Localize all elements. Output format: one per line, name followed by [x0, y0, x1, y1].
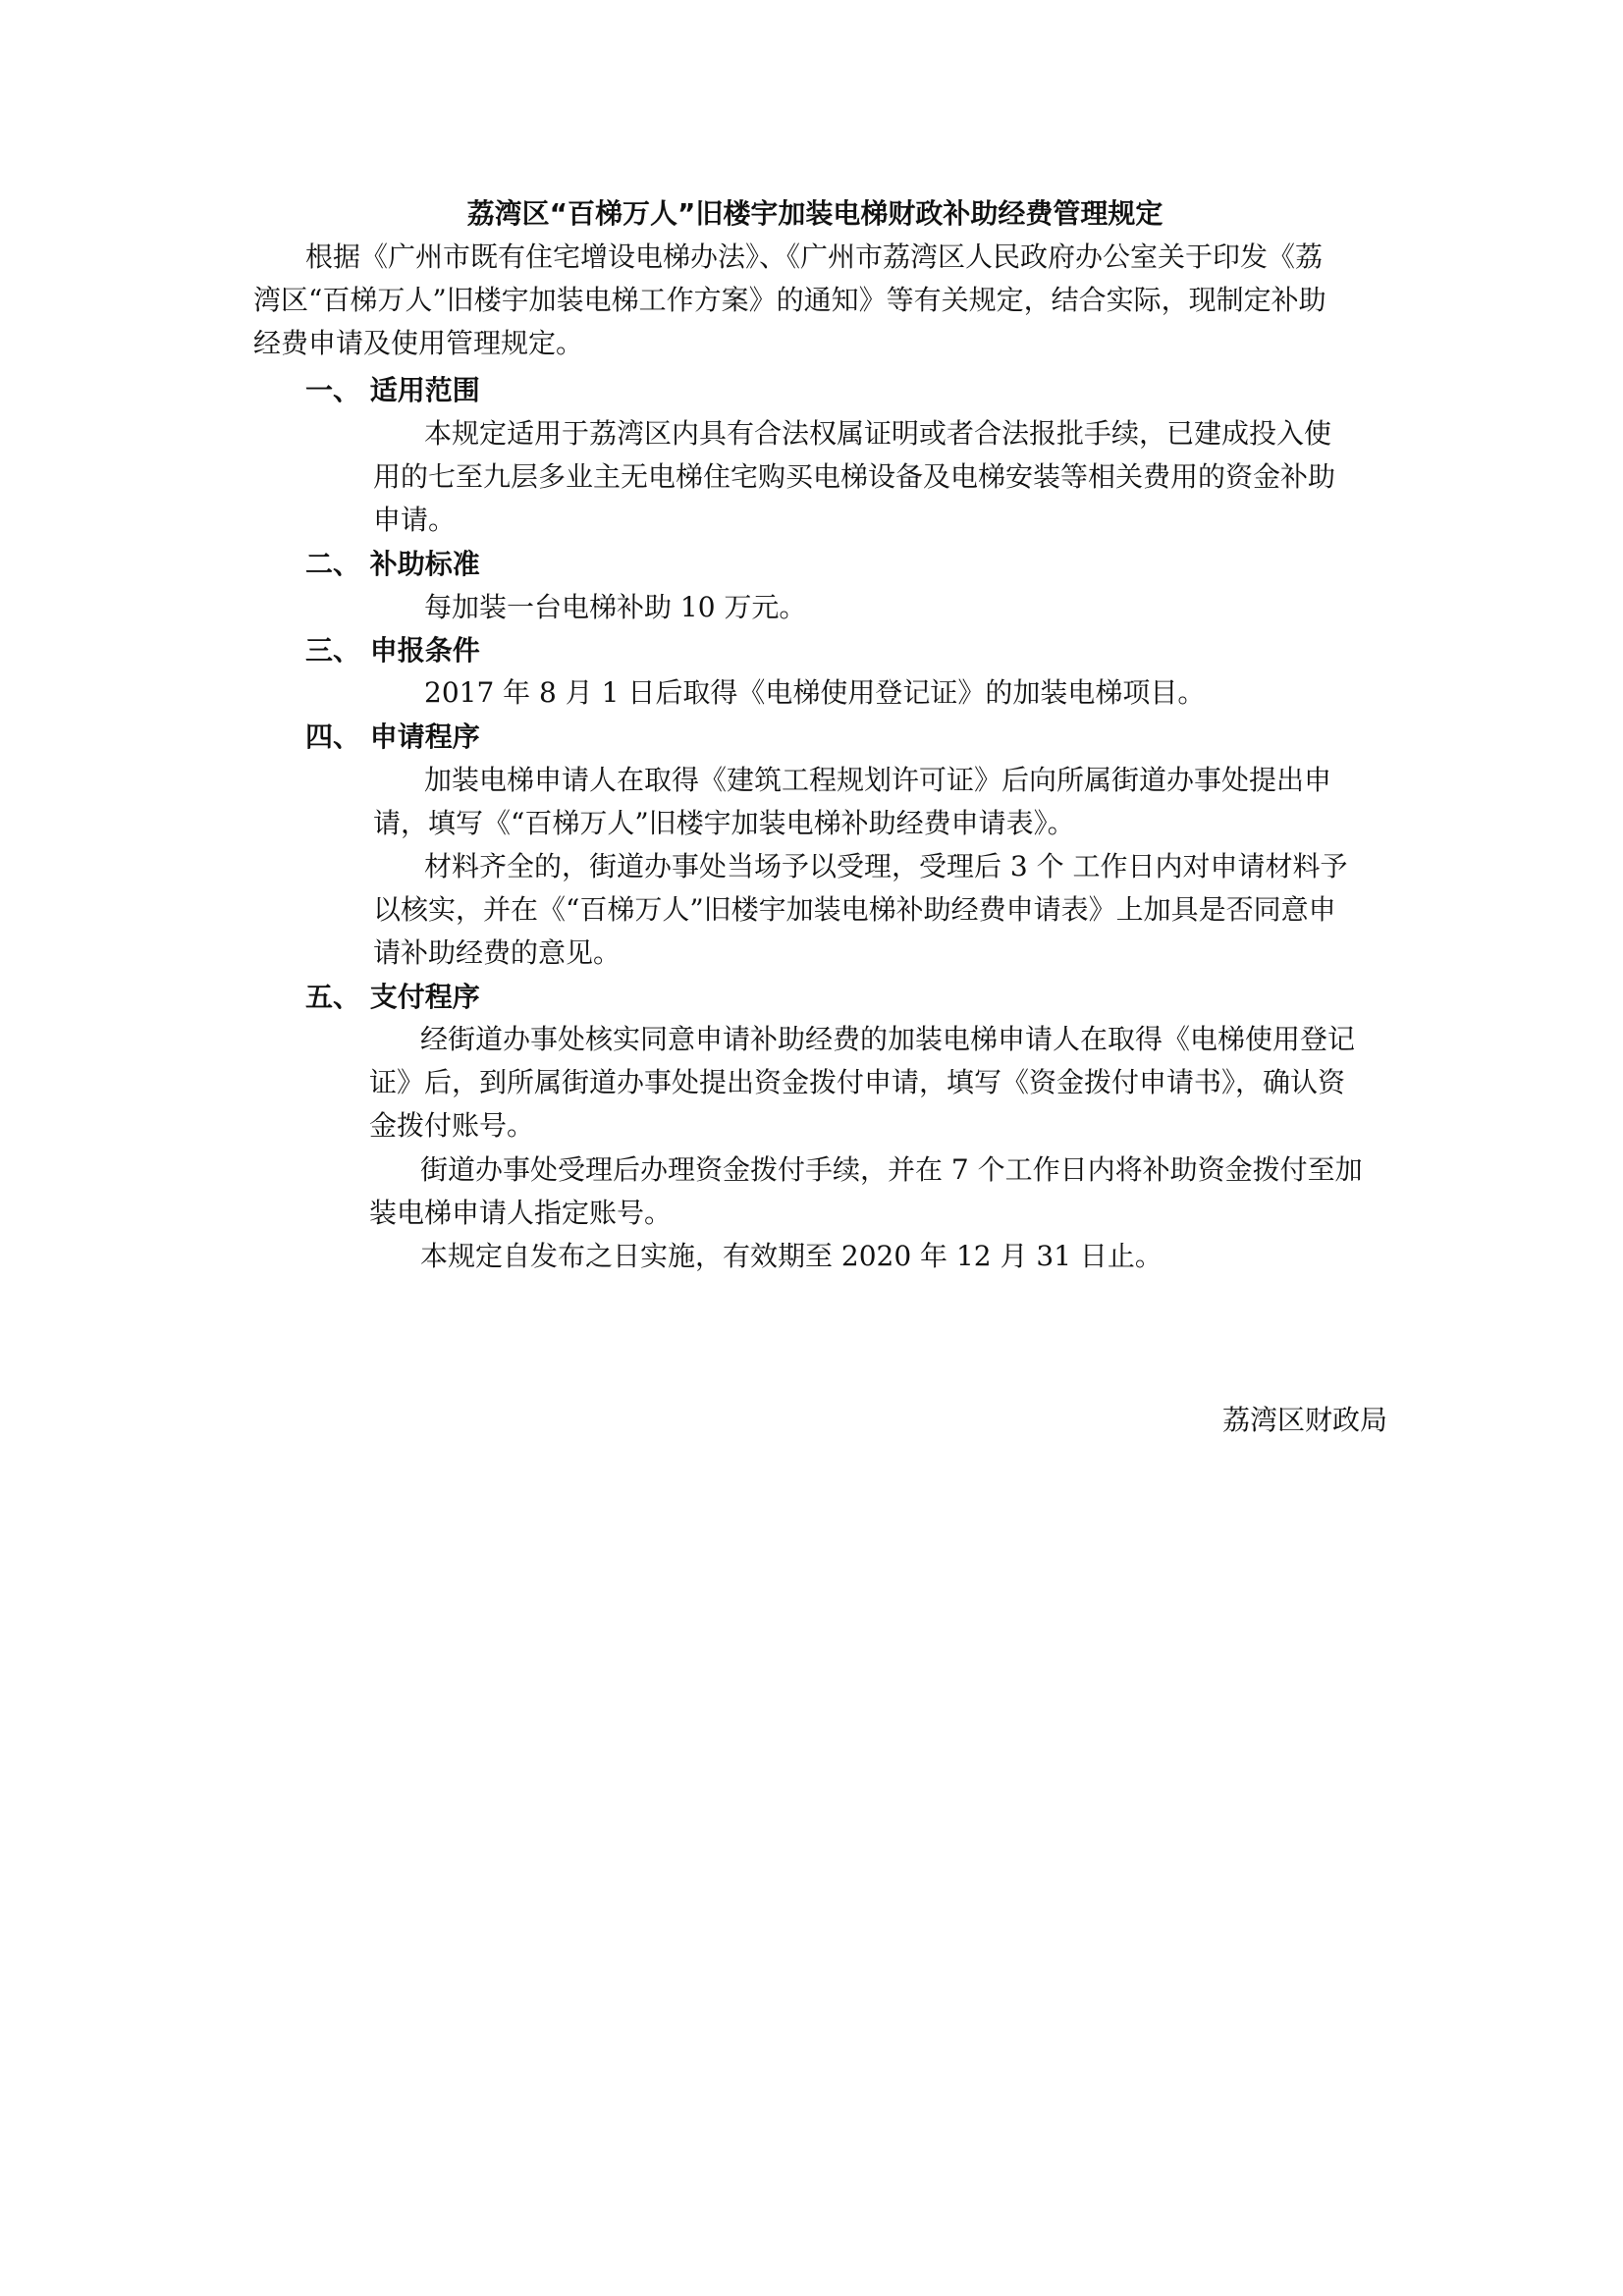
intro-line-3: 经费申请及使用管理规定。 [253, 327, 584, 359]
section-4-heading: 四、 申请程序 [305, 721, 480, 753]
section-5-p2-line-2: 装电梯申请人指定账号。 [369, 1197, 673, 1229]
section-2-line-1: 每加装一台电梯补助 10 万元。 [424, 591, 807, 623]
section-4-p2-line-3: 请补助经费的意见。 [373, 936, 622, 969]
section-5-heading: 五、 支付程序 [305, 981, 480, 1013]
section-4-p1-line-1: 加装电梯申请人在取得《建筑工程规划许可证》后向所属街道办事处提出申 [424, 764, 1332, 796]
section-4-p1-line-2: 请，填写《“百梯万人”旧楼宇加装电梯补助经费申请表》。 [373, 807, 1075, 839]
section-5-p2-line-1: 街道办事处受理后办理资金拨付手续，并在 7 个工作日内将补助资金拨付至加 [420, 1153, 1363, 1186]
section-5-p1-line-3: 金拨付账号。 [369, 1109, 535, 1142]
section-1-line-1: 本规定适用于荔湾区内具有合法权属证明或者合法报批手续，已建成投入使 [424, 417, 1332, 450]
intro-line-2: 湾区“百梯万人”旧楼宇加装电梯工作方案》的通知》等有关规定，结合实际，现制定补助 [253, 284, 1326, 316]
section-4-p2-line-1: 材料齐全的，街道办事处当场予以受理，受理后 3 个 工作日内对申请材料予 [424, 850, 1348, 882]
document-title: 荔湾区“百梯万人”旧楼宇加装电梯财政补助经费管理规定 [466, 197, 1163, 230]
section-5-p1-line-2: 证》后，到所属街道办事处提出资金拨付申请，填写《资金拨付申请书》，确认资 [369, 1066, 1346, 1098]
section-2-heading: 二、 补助标准 [305, 548, 480, 580]
section-1-line-2: 用的七至九层多业主无电梯住宅购买电梯设备及电梯安装等相关费用的资金补助 [373, 460, 1336, 493]
issuer-signature: 荔湾区财政局 [1221, 1404, 1387, 1436]
section-5-p1-line-1: 经街道办事处核实同意申请补助经费的加装电梯申请人在取得《电梯使用登记 [420, 1023, 1356, 1055]
section-3-heading: 三、 申报条件 [305, 634, 480, 667]
section-1-heading: 一、 适用范围 [305, 374, 480, 406]
intro-line-1: 根据《广州市既有住宅增设电梯办法》、《广州市荔湾区人民政府办公室关于印发《荔 [305, 240, 1324, 273]
section-4-p2-line-2: 以核实，并在《“百梯万人”旧楼宇加装电梯补助经费申请表》上加具是否同意申 [373, 893, 1336, 926]
section-5-p3-line-1: 本规定自发布之日实施，有效期至 2020 年 12 月 31 日止。 [420, 1240, 1163, 1272]
section-1-line-3: 申请。 [373, 504, 457, 536]
section-3-line-1: 2017 年 8 月 1 日后取得《电梯使用登记证》的加装电梯项目。 [424, 676, 1206, 709]
